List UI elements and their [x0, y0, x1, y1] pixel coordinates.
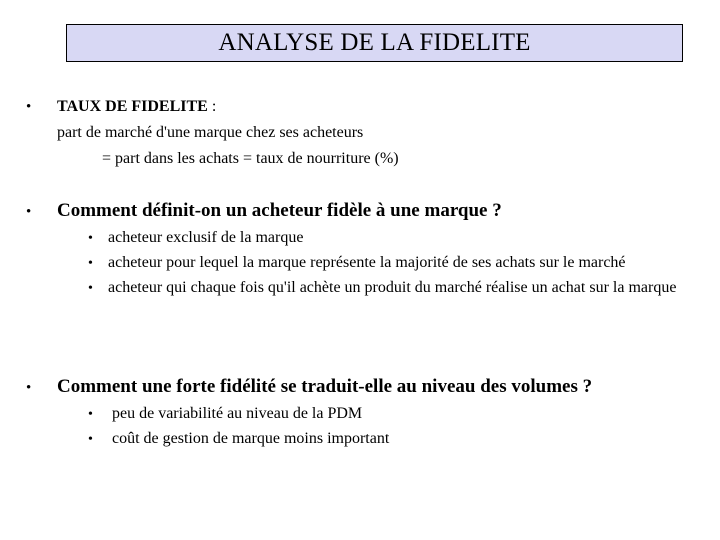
- question-heading: Comment une forte fidélité se traduit-elle au niveau des volumes ?: [57, 376, 593, 397]
- list-item: [88, 252, 688, 275]
- definition-term: TAUX DE FIDELITE: [57, 98, 208, 115]
- bullet: •: [26, 99, 32, 115]
- question-row: [26, 374, 686, 400]
- section-taux-fidelite: [26, 94, 686, 172]
- sub-bullet: •: [88, 281, 93, 296]
- definition-head: [26, 94, 686, 120]
- sub-bullet: •: [88, 432, 93, 447]
- list-item: [88, 227, 688, 250]
- list-item: [88, 403, 668, 426]
- section-acheteur-fidele: [26, 198, 686, 302]
- slide-title: ANALYSE DE LA FIDELITE: [66, 24, 683, 62]
- section-fidelite-volumes: [26, 374, 686, 453]
- list-item-text: peu de variabilité au niveau de la PDM: [112, 405, 363, 422]
- answer-list: [88, 227, 688, 300]
- list-item-text: acheteur qui chaque fois qu'il achète un produit du marché réalise un achat sur la marque: [108, 279, 677, 296]
- definition-term-line: [57, 94, 216, 120]
- sub-bullet: •: [88, 256, 93, 271]
- question-heading: Comment définit-on un acheteur fidèle à une marque ?: [57, 200, 502, 221]
- list-item: [88, 428, 668, 451]
- bullet: •: [26, 380, 32, 396]
- question-row: [26, 198, 686, 224]
- list-item-text: coût de gestion de marque moins important: [112, 430, 390, 447]
- definition-colon: :: [207, 98, 217, 115]
- list-item: [88, 277, 688, 300]
- sub-bullet: •: [88, 407, 93, 422]
- bullet: •: [26, 204, 32, 220]
- sub-bullet: •: [88, 231, 93, 246]
- list-item-text: acheteur pour lequel la marque représente la majorité de ses achats sur le marché: [108, 254, 626, 271]
- definition-text: part de marché d'une marque chez ses acheteurs: [57, 124, 364, 141]
- answer-list: [88, 403, 668, 451]
- definition-formula: = part dans les achats = taux de nourriture (%): [102, 150, 399, 167]
- list-item-text: acheteur exclusif de la marque: [108, 229, 304, 246]
